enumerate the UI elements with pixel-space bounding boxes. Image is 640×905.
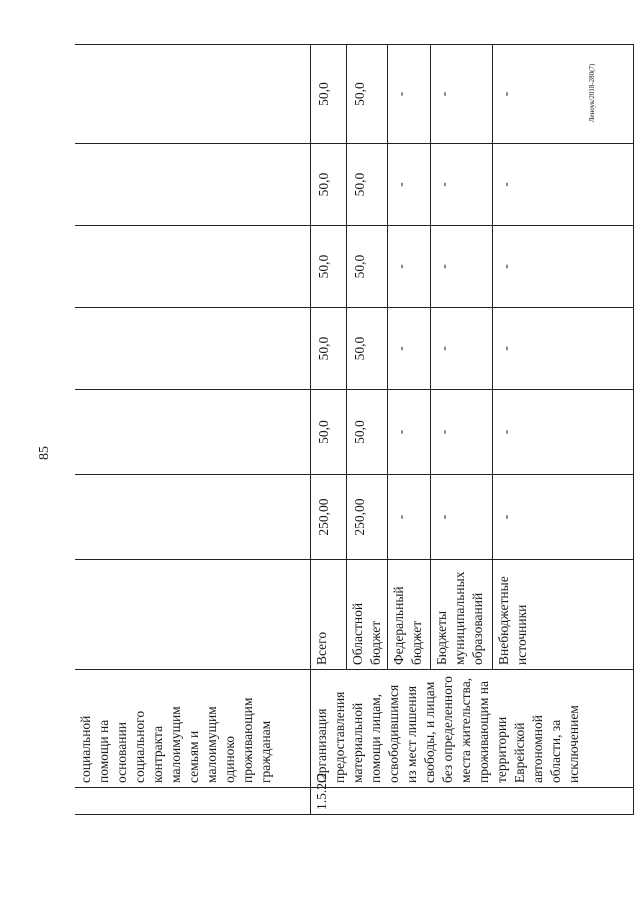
value-total: 250,00 — [346, 475, 387, 560]
measure-name-continuation: социальной помощи на основании социального контракта малоимущим семьям и малоимущим одиноко проживающим гражданам — [75, 670, 310, 788]
document-code: Леноук/2018-280(7) — [588, 63, 596, 123]
source-label: Всего — [310, 560, 346, 670]
value-year: 50,0 — [310, 308, 346, 390]
value-year: 50,0 — [346, 45, 387, 144]
value-year: - — [492, 308, 633, 390]
value-year: 50,0 — [310, 144, 346, 226]
value-year: - — [387, 390, 430, 475]
budget-table — [75, 44, 634, 815]
value-year: - — [492, 390, 633, 475]
value-year: - — [387, 226, 430, 308]
value-year: - — [387, 144, 430, 226]
value-year: - — [492, 226, 633, 308]
measure-number: 1.5.2.2 — [310, 788, 633, 815]
value-year: 50,0 — [346, 226, 387, 308]
value-total: - — [492, 475, 633, 560]
source-label: Федеральный бюджет — [387, 560, 430, 670]
table-row-continuation — [75, 45, 310, 815]
page-number-wrap — [38, 445, 58, 465]
value-year: - — [430, 45, 492, 144]
page-number: 85 — [37, 446, 52, 460]
value-year: - — [430, 390, 492, 475]
value-year: - — [492, 144, 633, 226]
value-total: - — [387, 475, 430, 560]
value-year: 50,0 — [310, 45, 346, 144]
value-year: - — [430, 144, 492, 226]
value-year: 50,0 — [346, 308, 387, 390]
value-year: 50,0 — [346, 390, 387, 475]
value-year: - — [387, 45, 430, 144]
value-total: 250,00 — [310, 475, 346, 560]
value-year: - — [492, 45, 633, 144]
source-label: Областной бюджет — [346, 560, 387, 670]
source-label: Бюджеты муниципальных образований — [430, 560, 492, 670]
measure-name: Организация предоставления материальной помощи лицам, освободившимся из мест лишения свободы, и лицам без определенного места жительства, проживающим на территории Еврейской автономной области, за исключением — [310, 670, 633, 788]
value-year: - — [387, 308, 430, 390]
value-year: 50,0 — [310, 226, 346, 308]
value-year: - — [430, 308, 492, 390]
value-year: 50,0 — [310, 390, 346, 475]
value-total: - — [430, 475, 492, 560]
rotated-table-container — [75, 45, 630, 815]
value-year: - — [430, 226, 492, 308]
value-year: 50,0 — [346, 144, 387, 226]
table-row-total — [310, 45, 346, 815]
source-label: Внебюджетные источники — [492, 560, 633, 670]
